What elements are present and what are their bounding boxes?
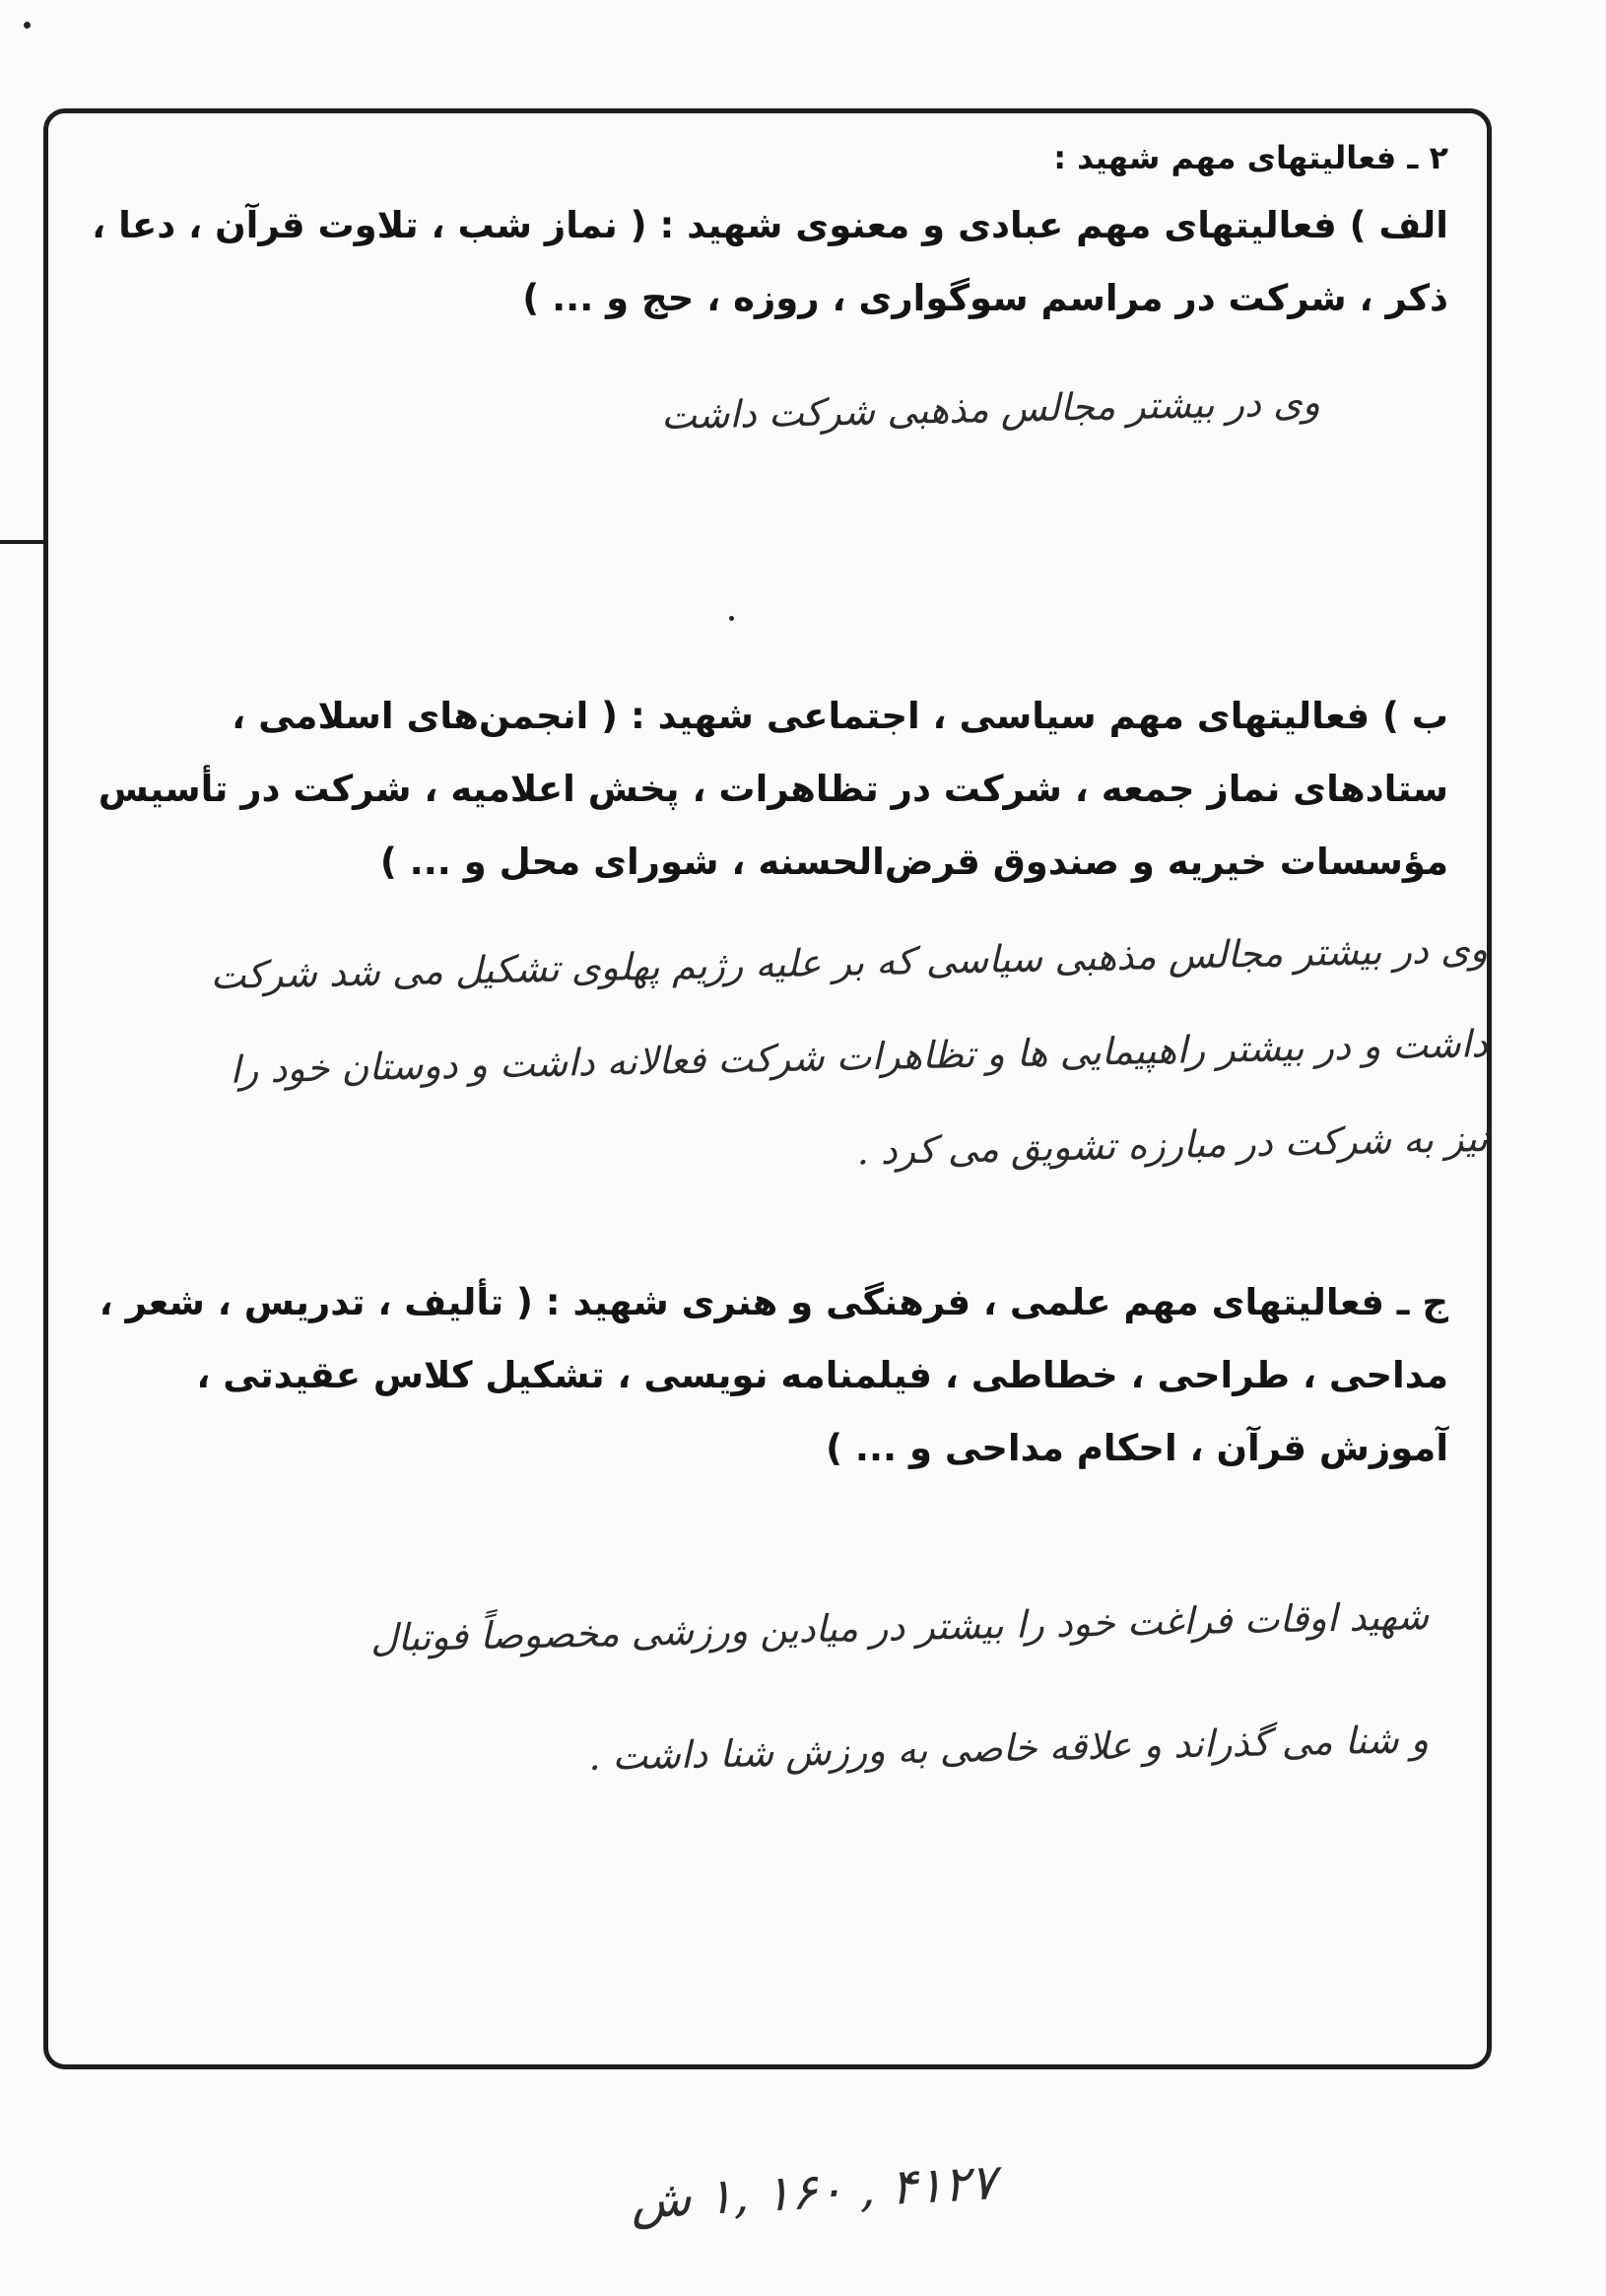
handwritten-line: داشت و در بیشتر راهپیمایی ها و تظاهرات شرکت فعالانه داشت و دوستان خود را — [229, 1022, 1489, 1092]
section-heading: ۲ ـ فعالیتهای مهم شهید : — [1053, 139, 1448, 176]
handwritten-line: نیز به شرکت در مبارزه تشویق می کرد . — [856, 1116, 1489, 1174]
section-jim-line-3: آموزش قرآن ، احکام مداحی و ... ) — [826, 1427, 1448, 1469]
handwritten-answer-jim — [79, 1547, 1429, 1793]
section-be-line-2: ستادهای نماز جمعه ، شرکت در تظاهرات ، پخش اعلامیه ، شرکت در تأسیس — [98, 768, 1448, 810]
section-be-line-3: مؤسسات خیریه و صندوق قرض‌الحسنه ، شورای محل و ... ) — [379, 841, 1448, 883]
archive-number: ۴۱۲۷ , ۱۶۰ ,۱ ش — [629, 2153, 998, 2230]
section-jim-line-1: ج ـ فعالیتهای مهم علمی ، فرهنگی و هنری شهید : ( تألیف ، تدریس ، شعر ، — [99, 1281, 1448, 1323]
section-heading-block — [99, 128, 1448, 189]
scan-speck — [24, 22, 31, 29]
handwritten-line: وی در بیشتر مجالس مذهبی شرکت داشت — [660, 380, 1321, 439]
section-be — [99, 680, 1448, 899]
handwritten-answer-alef — [0, 355, 1320, 449]
section-alef — [92, 189, 1448, 335]
section-be-line-1: ب ) فعالیتهای مهم سیاسی ، اجتماعی شهید : ( انجمن‌های اسلامی ، — [232, 695, 1448, 737]
handwritten-line: شهید اوقات فراغت خود را بیشتر در میادین ورزشی مخصوصاً فوتبال — [369, 1594, 1430, 1660]
section-alef-line-2: ذکر ، شرکت در مراسم سوگواری ، روزه ، حج و ... ) — [522, 277, 1448, 319]
section-alef-line-1: الف ) فعالیتهای مهم عبادی و معنوی شهید : ( نماز شب ، تلاوت قرآن ، دعا ، — [92, 204, 1448, 246]
section-jim — [99, 1266, 1448, 1485]
scan-edge-mark — [0, 540, 45, 544]
handwritten-line: وی در بیشتر مجالس مذهبی سیاسی که بر علیه رژیم پهلوی تشکیل می شد شرکت — [210, 927, 1489, 998]
handwritten-answer-be — [138, 902, 1488, 1185]
section-jim-line-2: مداحی ، طراحی ، خطاطی ، فیلمنامه نویسی ، تشکیل کلاس عقیدتی ، — [196, 1354, 1448, 1396]
handwritten-line: و شنا می گذراند و علاقه خاصی به ورزش شنا داشت . — [587, 1718, 1430, 1779]
